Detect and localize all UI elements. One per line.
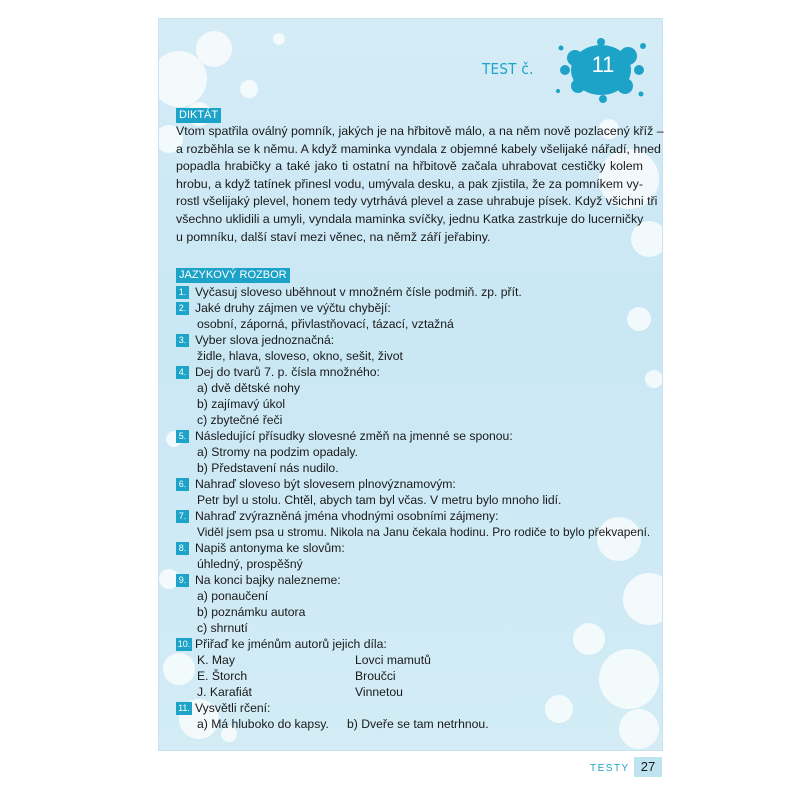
question-4 xyxy=(176,364,380,380)
question-8-detail: úhledný, prospěšný xyxy=(197,557,303,571)
page-number: 27 xyxy=(634,757,662,777)
dictation-line: a rozběhla se k němu. A když maminka vyndala z objemné kabely všelijaké nářadí, hned xyxy=(176,141,661,156)
saying-b: b) Dveře se tam netrhnou. xyxy=(347,717,489,731)
dictation-line: všechno uklidili a umyli, vyndala maminka svíčky, jednu Katka zastrkuje do lucerničky xyxy=(176,211,644,226)
question-number: 8. xyxy=(176,542,189,555)
question-text: Přiřaď ke jménům autorů jejich díla: xyxy=(195,637,387,651)
question-number: 10. xyxy=(177,639,191,649)
question-11 xyxy=(176,700,270,716)
question-4-option-a: a) dvě dětské nohy xyxy=(197,381,300,395)
question-number: 11. xyxy=(176,702,192,715)
work-item: Lovci mamutů xyxy=(355,653,431,667)
question-number: 7. xyxy=(176,510,189,523)
dictation-label: DIKTÁT xyxy=(176,108,221,123)
question-9-option-c: c) shrnutí xyxy=(197,621,248,635)
question-5 xyxy=(176,428,513,444)
question-7-detail: Viděl jsem psa u stromu. Nikola na Janu čekala hodinu. Pro rodiče to bylo překvapení. xyxy=(197,525,651,539)
author-item: J. Karafiát xyxy=(197,685,252,699)
dictation-line: popadla hrabičky a také jako ti ostatní na hřbitově začala uhrabovat cestičky kolem xyxy=(176,159,643,174)
question-text: Vyber slova jednoznačná: xyxy=(195,333,335,347)
question-number: 9. xyxy=(176,574,189,587)
analysis-label: JAZYKOVÝ ROZBOR xyxy=(176,268,290,283)
question-3-detail: židle, hlava, sloveso, okno, sešit, život xyxy=(197,349,403,363)
question-text: Vyčasuj sloveso uběhnout v množném čísle podmiň. zp. přít. xyxy=(195,285,522,299)
question-number: 1. xyxy=(176,286,189,299)
dictation-line: rostl všelijaký plevel, honem tedy vytrhává plevel a zase uhrabuje písek. Když všichni tři xyxy=(176,194,658,209)
dictation-line: u pomníku, další staví mezi věnec, na němž září jeřabiny. xyxy=(176,229,491,244)
dictation-text xyxy=(176,123,664,246)
work-item: Broučci xyxy=(355,669,396,683)
question-number: 6. xyxy=(176,478,189,491)
author-item: K. May xyxy=(197,653,235,667)
dictation-line: Vtom spatřila oválný pomník, jakých je na hřbitově málo, a na něm nově pozlacený kříž – xyxy=(176,124,664,138)
question-2 xyxy=(176,300,391,316)
question-number: 2. xyxy=(176,302,189,315)
footer-section: TESTY xyxy=(590,763,630,774)
saying-a: a) Má hluboko do kapsy. xyxy=(197,717,329,731)
question-text: Vysvětli rčení: xyxy=(195,701,271,715)
question-9-option-a: a) ponaučení xyxy=(197,589,269,603)
question-9 xyxy=(176,572,341,588)
question-text: Následující přísudky slovesné změň na jmenné se sponou: xyxy=(195,429,513,443)
question-6-detail: Petr byl u stolu. Chtěl, abych tam byl včas. V metru bylo mnoho lidí. xyxy=(197,493,562,507)
question-text: Nahraď sloveso být slovesem plnovýznamovým: xyxy=(195,477,456,491)
question-text: Jaké druhy zájmen ve výčtu chybějí: xyxy=(195,301,391,315)
question-number: 3. xyxy=(176,334,189,347)
question-6 xyxy=(176,476,456,492)
question-1 xyxy=(176,284,522,300)
question-2-detail: osobní, záporná, přivlastňovací, tázací, vztažná xyxy=(197,317,454,331)
question-8 xyxy=(176,540,345,556)
dictation-line: hrobu, a když tatínek přinesl vodu, umývala desku, a pak zjistila, že za pomníkem vy- xyxy=(176,176,643,191)
author-item: E. Štorch xyxy=(197,669,248,683)
question-text: Dej do tvarů 7. p. čísla množného: xyxy=(195,365,380,379)
question-5-option-b: b) Představení nás nudilo. xyxy=(197,461,339,475)
test-title: TEST č. xyxy=(482,60,534,78)
question-4-option-b: b) zajímavý úkol xyxy=(197,397,286,411)
question-number: 4. xyxy=(176,366,189,379)
question-text: Nahraď zvýrazněná jména vhodnými osobními zájmeny: xyxy=(195,509,499,523)
question-7 xyxy=(176,508,499,524)
question-5-option-a: a) Stromy na podzim opadaly. xyxy=(197,445,358,459)
question-text: Napiš antonyma ke slovům: xyxy=(195,541,345,555)
question-3 xyxy=(176,332,334,348)
question-number: 5. xyxy=(176,430,189,443)
test-number: 11 xyxy=(591,52,615,77)
question-10 xyxy=(176,636,387,652)
work-item: Vinnetou xyxy=(355,685,403,699)
question-9-option-b: b) poznámku autora xyxy=(197,605,306,619)
question-text: Na konci bajky nalezneme: xyxy=(195,573,341,587)
question-4-option-c: c) zbytečné řeči xyxy=(197,413,283,427)
